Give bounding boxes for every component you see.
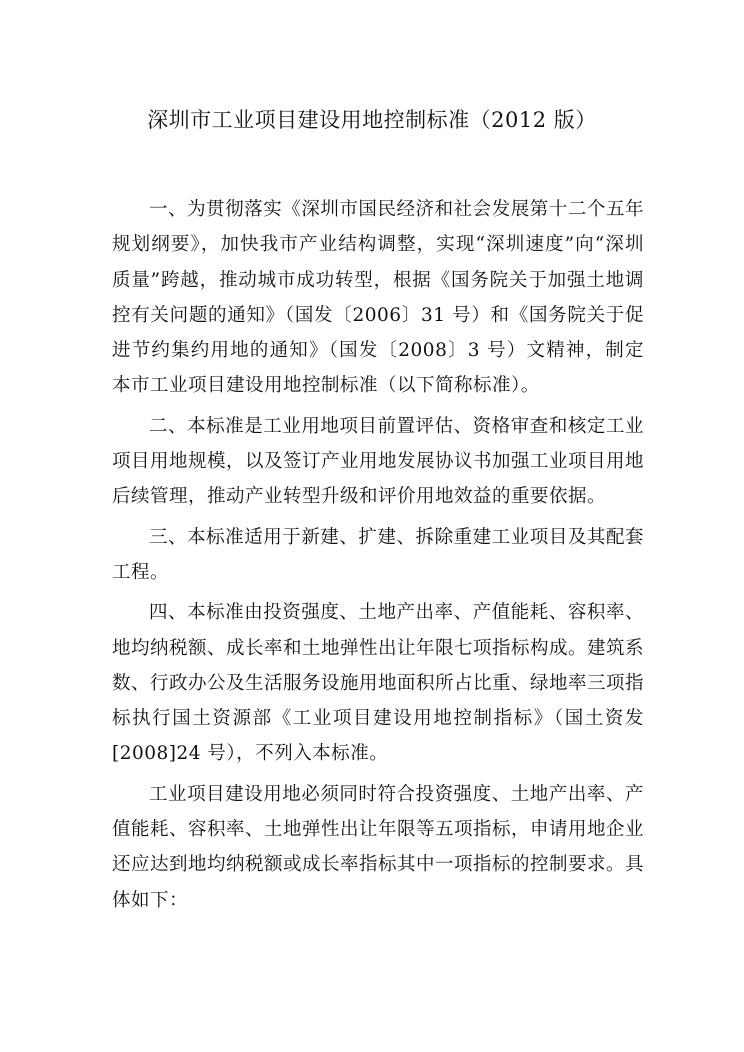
paragraph-5: 工业项目建设用地必须同时符合投资强度、土地产出率、产值能耗、容积率、土地弹性出让年限等五项指标，申请用地企业还应达到地均纳税额或成长率指标其中一项指标的控制要求。具体如下： (112, 783, 645, 911)
paragraph-3: 三、本标准适用于新建、扩建、拆除重建工业项目及其配套工程。 (112, 526, 644, 583)
paragraph-4: 四、本标准由投资强度、土地产出率、产值能耗、容积率、地均纳税额、成长率和土地弹性出让年限七项指标构成。建筑系数、行政办公及生活服务设施用地面积所占比重、绿地率三项指标执行国土资源部《工业项目建设用地控制指标》（国土资发[2008]24 号），不列入本标准。 (112, 602, 645, 765)
paragraph-1: 一、为贯彻落实《深圳市国民经济和社会发展第十二个五年规划纲要》，加快我市产业结构调整，实现“深圳速度”向“深圳质量”跨越，推动城市成功转型，根据《国务院关于加强土地调控有关问题的通知》（国发〔2006〕31 号）和《国务院关于促进节约集约用地的通知》（国发〔2008〕3 号）文精神，制定本市工业项目建设用地控制标准（以下简称标准）。 (112, 199, 644, 397)
document-body (112, 192, 644, 923)
paragraph-2: 二、本标准是工业用地项目前置评估、资格审查和核定工业项目用地规模，以及签订产业用地发展协议书加强工业项目用地后续管理，推动产业转型升级和评价用地效益的重要依据。 (112, 415, 645, 508)
document-title: 深圳市工业项目建设用地控制标准（2012 版） (147, 108, 597, 132)
